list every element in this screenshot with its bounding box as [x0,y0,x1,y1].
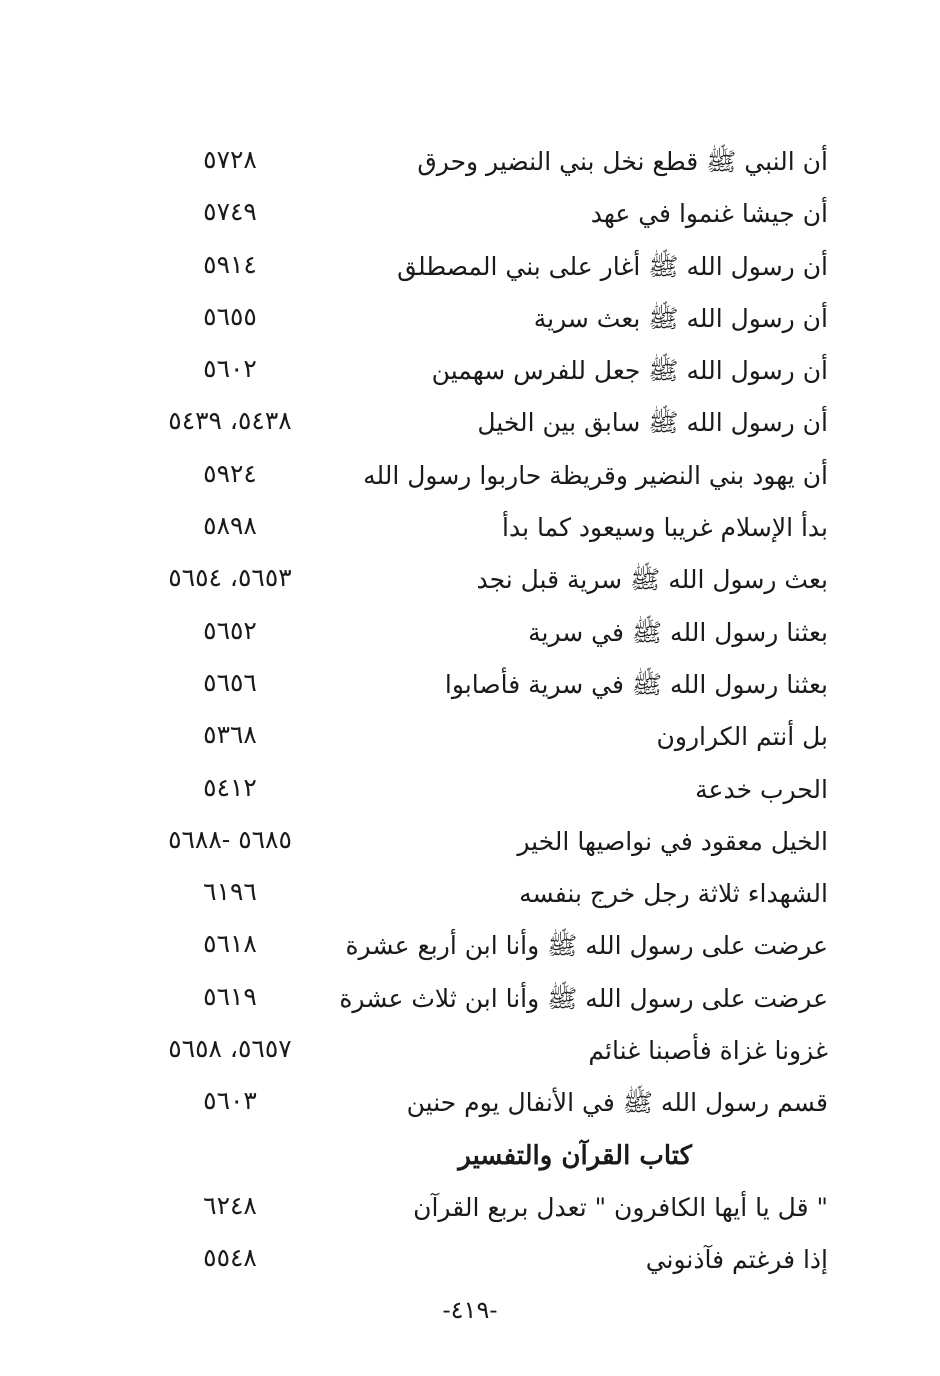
entry-number: ٥٤١٢ [203,772,257,802]
section-heading-text: كتاب القرآن والتفسير [458,1140,692,1171]
list-item [0,973,940,1025]
section-heading [0,1130,940,1182]
list-item [0,1077,940,1129]
entry-number: ٥٦١٩ [203,981,257,1011]
entry-text: أن جيشا غنموا في عهد [590,199,828,229]
list-item [0,188,940,240]
list-item [0,868,940,920]
entry-text: عرضت على رسول الله ﷺ وأنا ابن ثلاث عشرة [339,983,828,1013]
entry-number: ٥٩١٤ [203,249,257,279]
list-item [0,1025,940,1077]
list-item [0,1234,940,1286]
entry-number: ٥٦٥٢ [203,615,257,645]
list-item [0,397,940,449]
entry-text: بعثنا رسول الله ﷺ في سرية فأصابوا [444,669,828,699]
entry-number: ٥٦١٨ [203,929,257,959]
entry-number: ٥٤٣٨، ٥٤٣٩ [168,406,292,436]
entry-number: ٥٧٢٨ [203,145,257,174]
entry-text: الشهداء ثلاثة رجل خرج بنفسه [519,879,828,909]
entry-text: أن رسول الله ﷺ بعث سرية [533,303,828,333]
entry-text: عرضت على رسول الله ﷺ وأنا ابن أربع عشرة [345,931,828,961]
entry-number: ٥٦٥٦ [203,667,257,697]
entry-text: الخيل معقود في نواصيها الخير [517,826,828,856]
list-item [0,136,940,188]
entry-number: ٥٨٩٨ [203,511,257,541]
entry-number: ٥٥٤٨ [203,1243,257,1273]
entry-number: ٥٦٥٣، ٥٦٥٤ [168,563,292,593]
list-item [0,711,940,763]
list-item [0,241,940,293]
index-list [0,136,940,1287]
list-item [0,554,940,606]
list-item [0,502,940,554]
entry-number: ٦٢٤٨ [203,1190,257,1220]
list-item [0,450,940,502]
entry-text: قسم رسول الله ﷺ في الأنفال يوم حنين [406,1088,828,1118]
entry-number: ٥٧٤٩ [203,197,257,227]
entry-text: أن يهود بني النضير وقريظة حاربوا رسول الله [363,460,828,490]
entry-number: ٥٩٢٤ [203,458,257,488]
entry-text: إذا فرغتم فآذنوني [645,1245,828,1275]
entry-number: ٥٦٠٣ [203,1086,257,1116]
entry-text: أن النبي ﷺ قطع نخل بني النضير وحرق [417,147,828,176]
entry-text: الحرب خدعة [695,774,828,804]
entry-text: أن رسول الله ﷺ أغار على بني المصطلق [397,251,828,281]
entry-text: بعثنا رسول الله ﷺ في سرية [528,617,828,647]
entry-text: أن رسول الله ﷺ سابق بين الخيل [477,408,828,438]
entry-text: بدأ الإسلام غريبا وسيعود كما بدأ [502,513,828,543]
entry-number: ٥٦٨٥ -٥٦٨٨ [168,824,292,854]
entry-number: ٥٦٠٢ [203,354,257,384]
entry-number: ٥٦٥٧، ٥٦٥٨ [168,1034,292,1064]
entry-text: بل أنتم الكرارون [656,722,828,752]
list-item [0,659,940,711]
list-item [0,293,940,345]
entry-number: ٥٦٥٥ [203,301,257,331]
list-item [0,1182,940,1234]
entry-number: ٦١٩٦ [203,877,257,907]
list-item [0,816,940,868]
entry-text: غزونا غزاة فأصبنا غنائم [588,1036,828,1066]
page-number: -٤١٩- [442,1296,498,1324]
entry-text: بعث رسول الله ﷺ سرية قبل نجد [476,565,828,595]
entry-text: أن رسول الله ﷺ جعل للفرس سهمين [431,356,828,386]
list-item [0,345,940,397]
list-item [0,607,940,659]
entry-text: " قل يا أيها الكافرون " تعدل بربع القرآن [413,1192,828,1222]
list-item [0,764,940,816]
list-item [0,920,940,972]
entry-number: ٥٣٦٨ [203,720,257,750]
